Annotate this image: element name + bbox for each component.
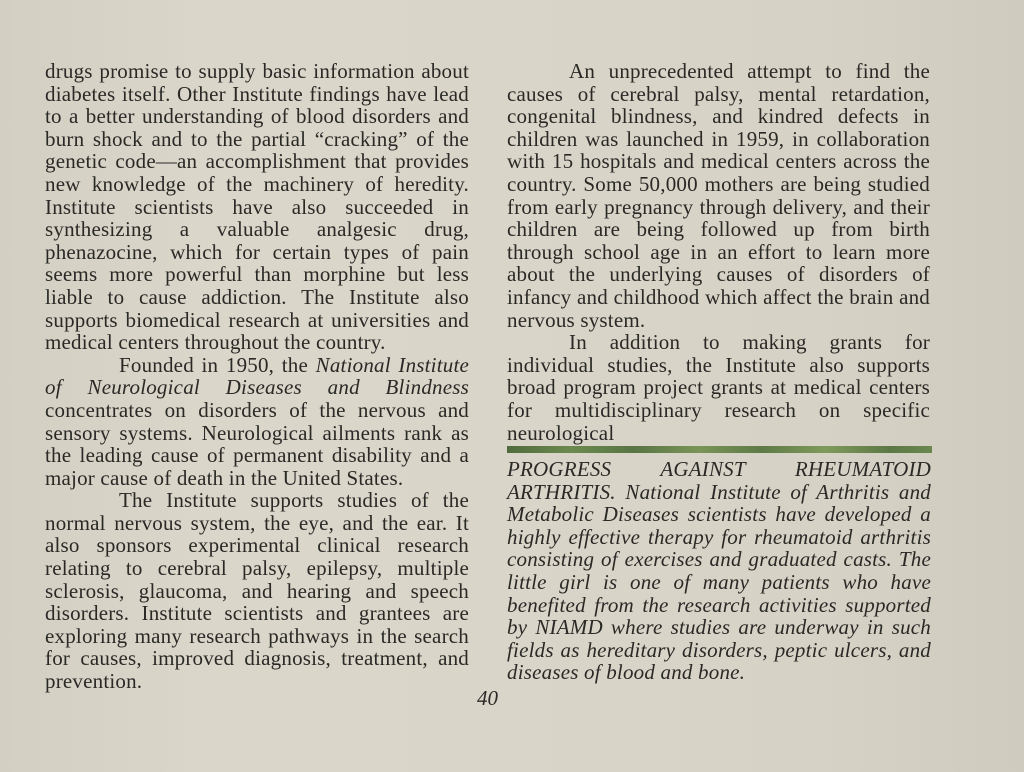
left-paragraph-2-rest: concentrates on disorders of the nervous and sensory systems. Neurological ailments rank as the leading cause of permanent disability and a major cause of death in the United States. <box>45 397 469 490</box>
left-paragraph-3: The Institute supports studies of the normal nervous system, the eye, and the ear. It also sponsors experimental clinical research relating to cerebral palsy, epilepsy, multiple sclerosis, glaucoma, and hearing and speech disorders. Institute scientists and grantees are exploring many research pathways in the search for causes, improved diagnosis, treatment, and prevention. <box>45 488 469 694</box>
photo-caption: PROGRESS AGAINST RHEUMATOID ARTHRITIS. National Institute of Arthritis and Metabolic Diseases scientists have developed a highly effective therapy for rheumatoid arthritis consisting of exercises and graduated casts. The little girl is one of many patients who have benefited from the research activities supported by NIAMD where studies are underway in such fields as hereditary disorders, peptic ulcers, and diseases of blood and bone. <box>507 457 931 685</box>
left-column <box>45 60 469 693</box>
left-paragraph-1: drugs promise to supply basic information about diabetes itself. Other Institute findings have lead to a better understanding of blood disorders and burn shock and to the partial “cracking” of the genetic code—an accomplishment that provides new knowledge of the machinery of heredity. Institute scientists have also succeeded in synthesizing a valuable analgesic drug, phenazocine, which for certain types of pain seems more powerful than morphine but less liable to cause addiction. The Institute also supports biomedical research at universities and medical centers throughout the country. <box>45 59 469 355</box>
right-paragraph-1: An unprecedented attempt to find the causes of cerebral palsy, mental retardation, congenital blindness, and kindred defects in children was launched in 1959, in collaboration with 15 hospitals and medical centers across the country. Some 50,000 mothers are being studied from early pregnancy through delivery, and their children are being followed up from birth through school age in an effort to learn more about the underlying causes of disorders of infancy and childhood which affect the brain and nervous system. <box>507 59 930 332</box>
photo-edge <box>507 446 932 453</box>
right-paragraph-2: In addition to making grants for individual studies, the Institute also supports broad program project grants at medical centers for multidisciplinary research on specific neurological <box>507 330 930 445</box>
right-column <box>507 60 930 444</box>
page-number: 40 <box>477 686 498 710</box>
left-paragraph-2 <box>45 354 469 490</box>
institute-name: National Institute of Neurological Diseases and Blindness <box>45 352 469 400</box>
left-paragraph-2-intro: Founded in 1950, the <box>119 352 316 377</box>
